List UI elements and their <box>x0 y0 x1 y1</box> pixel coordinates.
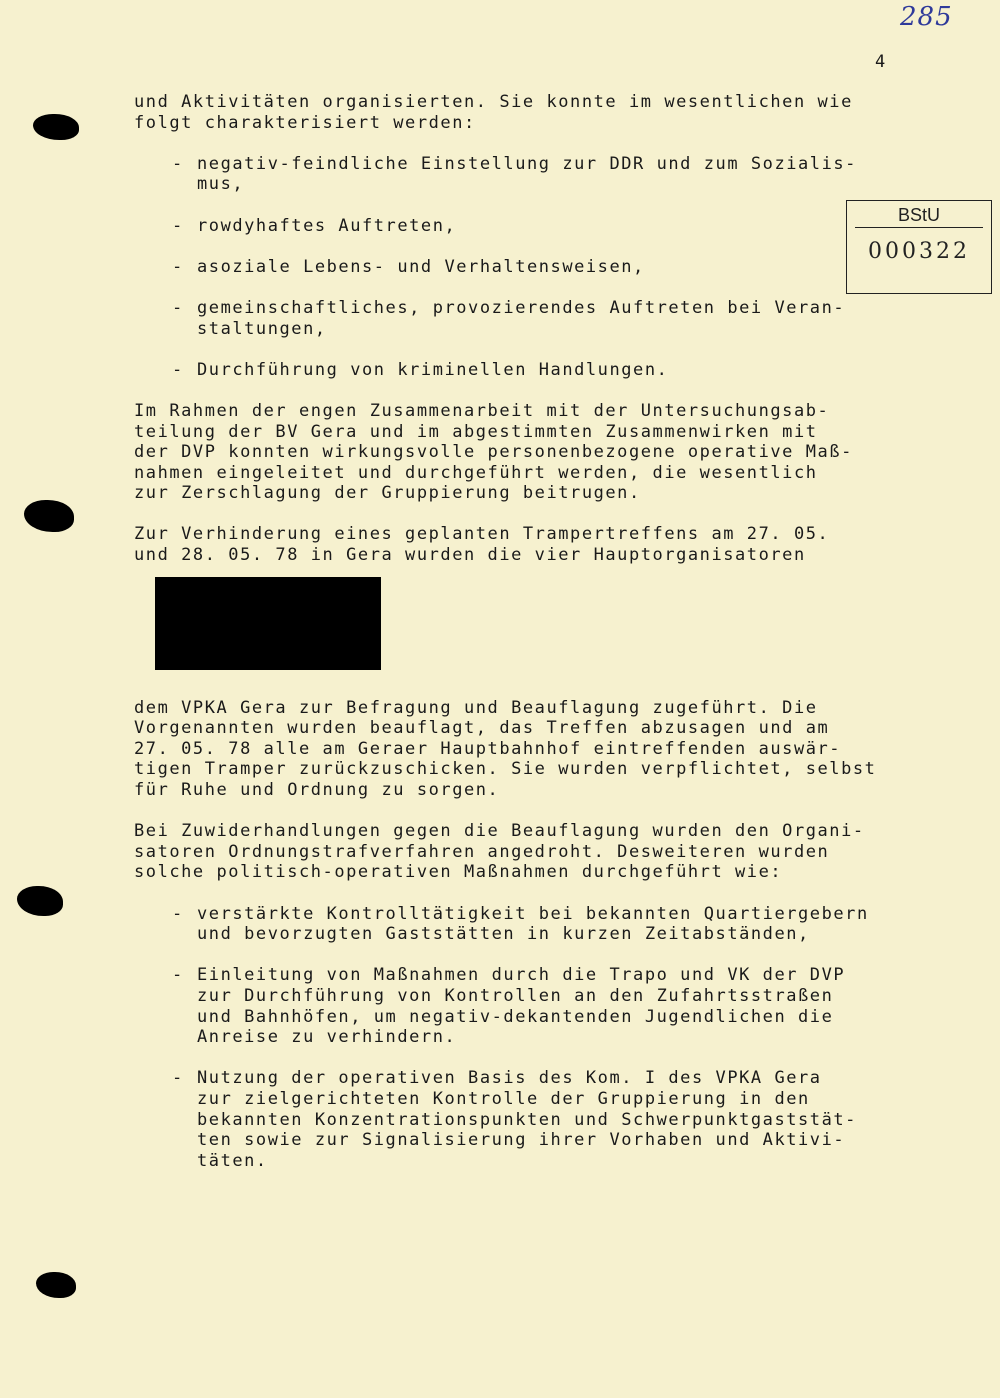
text-line: bekannten Konzentrationspunkten und Schwerpunktgaststät- <box>197 1109 857 1130</box>
document-body <box>134 92 934 1192</box>
list-item <box>134 904 934 945</box>
text-line: gemeinschaftliches, provozierendes Auftreten bei Veran- <box>197 297 846 318</box>
list-item <box>134 1068 934 1171</box>
text-line: staltungen, <box>197 318 327 339</box>
text-line: teilung der BV Gera und im abgestimmten Zusammenwirken mit <box>134 421 818 442</box>
text-line: zur Durchführung von Kontrollen an den Zufahrtsstraßen <box>197 985 834 1006</box>
text-line: nahmen eingeleitet und durchgeführt werden, die wesentlich <box>134 462 818 483</box>
punch-hole-3 <box>17 886 63 916</box>
text-line: verstärkte Kontrolltätigkeit bei bekannten Quartiergebern <box>197 903 869 924</box>
text-line: zur Zerschlagung der Gruppierung beitrugen. <box>134 483 641 504</box>
text-line: Bei Zuwiderhandlungen gegen die Beauflagung wurden den Organi- <box>134 821 865 842</box>
cooperation-paragraph <box>134 401 934 504</box>
bullet-dash: - <box>172 256 184 277</box>
list-item <box>134 360 934 381</box>
bullet-dash: - <box>172 903 184 924</box>
text-line: Vorgenannten wurden beauflagt, das Treffen abzusagen und am <box>134 718 830 739</box>
text-line: und bevorzugten Gaststätten in kurzen Zeitabständen, <box>197 924 810 945</box>
text-line: Im Rahmen der engen Zusammenarbeit mit der Untersuchungsab- <box>134 400 830 421</box>
punch-hole-1 <box>33 114 79 140</box>
punch-hole-2 <box>24 500 74 532</box>
vpka-paragraph <box>134 698 934 801</box>
redaction-gap <box>134 566 934 698</box>
text-line: mus, <box>197 174 245 195</box>
bullet-dash: - <box>172 1068 184 1089</box>
punch-hole-4 <box>36 1272 76 1298</box>
text-line: Zur Verhinderung eines geplanten Trampertreffens am 27. 05. <box>134 524 830 545</box>
text-line: ten sowie zur Signalisierung ihrer Vorhaben und Aktivi- <box>197 1130 846 1151</box>
stamp-number: 000322 <box>868 239 970 264</box>
bullet-dash: - <box>172 297 184 318</box>
text-line: Durchführung von kriminellen Handlungen. <box>197 359 669 380</box>
text-line: solche politisch-operativen Maßnahmen durchgeführt wie: <box>134 862 783 883</box>
text-line: täten. <box>197 1150 268 1171</box>
bullet-dash: - <box>172 359 184 380</box>
list-item <box>134 154 934 195</box>
text-line: und 28. 05. 78 in Gera wurden die vier Hauptorganisatoren <box>134 545 806 566</box>
text-line: negativ-feindliche Einstellung zur DDR und zum Sozialis- <box>197 153 857 174</box>
text-line: Anreise zu verhindern. <box>197 1027 457 1048</box>
stamp-label: BStU <box>897 205 940 225</box>
text-line: folgt charakterisiert werden: <box>134 112 476 133</box>
bullet-dash: - <box>172 153 184 174</box>
prevention-paragraph <box>134 524 934 565</box>
text-line: zur zielgerichteten Kontrolle der Gruppierung in den <box>197 1088 810 1109</box>
text-line: Einleitung von Maßnahmen durch die Trapo und VK der DVP <box>197 965 846 986</box>
list-item <box>134 216 934 237</box>
text-line: dem VPKA Gera zur Befragung und Beauflagung zugeführt. Die <box>134 697 818 718</box>
violations-paragraph <box>134 821 934 883</box>
list-item <box>134 965 934 1047</box>
intro-paragraph <box>134 92 934 133</box>
text-line: 27. 05. 78 alle am Geraer Hauptbahnhof eintreffenden auswär- <box>134 738 842 759</box>
text-line: satoren Ordnungstrafverfahren angedroht. Desweiteren wurden <box>134 841 830 862</box>
page-number: 4 <box>875 52 886 72</box>
text-line: und Bahnhöfen, um negativ-dekantenden Jugendlichen die <box>197 1006 834 1027</box>
bullet-dash: - <box>172 965 184 986</box>
text-line: und Aktivitäten organisierten. Sie konnte im wesentlichen wie <box>134 92 853 112</box>
text-line: rowdyhaftes Auftreten, <box>197 215 457 236</box>
text-line: für Ruhe und Ordnung zu sorgen. <box>134 780 500 801</box>
list-item <box>134 257 934 278</box>
list-item <box>134 298 934 339</box>
text-line: der DVP konnten wirkungsvolle personenbezogene operative Maß- <box>134 442 853 463</box>
bullet-dash: - <box>172 215 184 236</box>
text-line: Nutzung der operativen Basis des Kom. I des VPKA Gera <box>197 1068 822 1089</box>
handwritten-page-number: 285 <box>900 2 953 32</box>
text-line: tigen Tramper zurückzuschicken. Sie wurden verpflichtet, selbst <box>134 759 877 780</box>
text-line: asoziale Lebens- und Verhaltensweisen, <box>197 256 645 277</box>
